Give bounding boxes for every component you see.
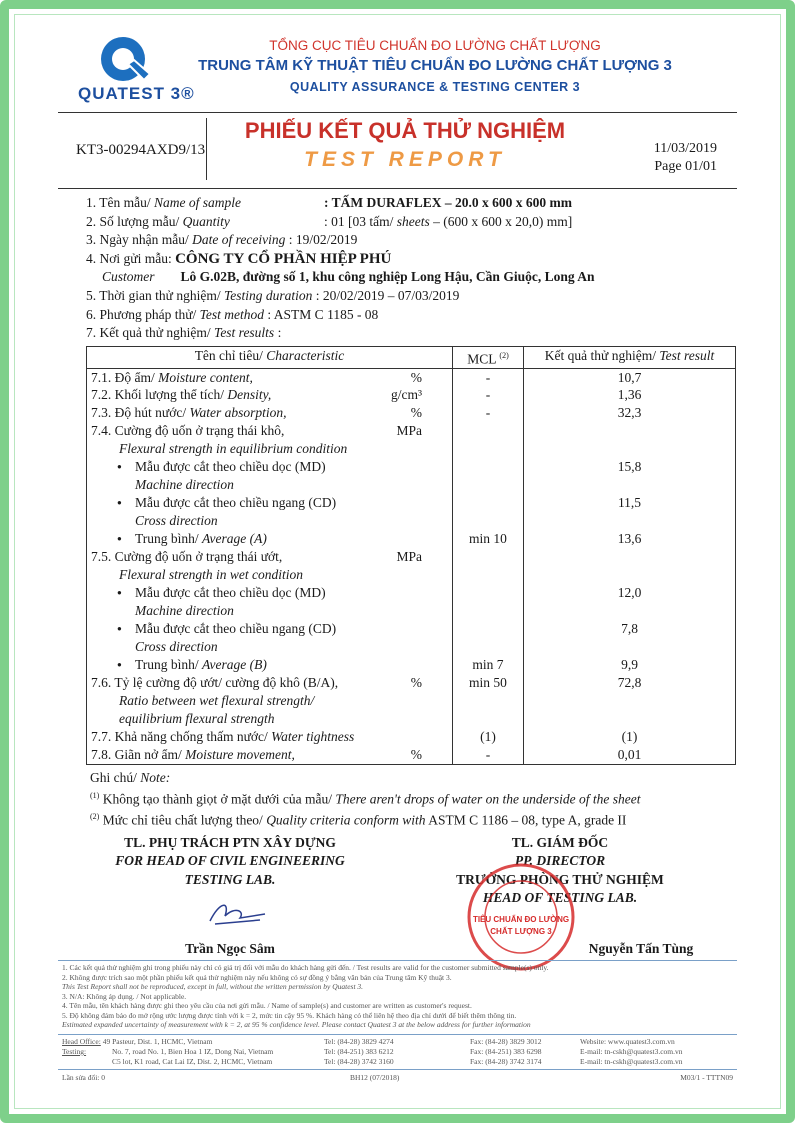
characteristic xyxy=(91,711,275,726)
characteristic xyxy=(91,747,295,762)
table-row xyxy=(87,746,736,764)
website-link[interactable]: Website: www.quatest3.com.vn xyxy=(580,1037,675,1046)
unit: % xyxy=(410,405,422,420)
mcl-cell xyxy=(453,458,524,476)
characteristic xyxy=(91,513,218,528)
mcl-cell xyxy=(453,548,524,566)
characteristic-en: Moisture movement, xyxy=(185,747,295,762)
characteristic-cell xyxy=(87,674,453,692)
result-cell: (1) xyxy=(524,728,736,746)
label: 6. Phương pháp thử/ xyxy=(86,306,200,322)
note-text-en: There aren't drops of water on the underside of the sheet xyxy=(335,791,641,806)
label: 2. Số lượng mẫu/ xyxy=(86,213,183,229)
fineprint-line: 5. Độ không đảm bảo đo mở rộng ước lượng được tính với k = 2, mức tin cậy 95 %. Khách hàng có thể liên hệ theo địa chỉ dưới để biết thêm thông tin. xyxy=(62,1010,517,1020)
characteristic xyxy=(91,405,286,420)
quantity-line xyxy=(86,213,746,232)
divider xyxy=(58,1034,737,1035)
head-office-label: Head Office: xyxy=(62,1037,101,1046)
mcl-cell: min 7 xyxy=(453,656,524,674)
characteristic xyxy=(91,459,326,474)
characteristic-en: Moisture content, xyxy=(158,369,253,385)
characteristic-vn: 7.8. Giãn nở ẩm/ xyxy=(91,747,186,762)
mcl-cell: - xyxy=(453,386,524,404)
divider xyxy=(58,960,737,961)
characteristic-en: Ratio between wet flexural strength/ xyxy=(119,693,315,708)
label: Ghi chú/ xyxy=(90,769,141,785)
characteristic-cell xyxy=(87,566,453,584)
customer-line xyxy=(86,250,746,269)
mcl-cell: - xyxy=(453,368,524,386)
mcl-cell xyxy=(453,566,524,584)
customer-address: Lô G.02B, đường số 1, khu công nghiệp Long Hậu, Cần Giuộc, Long An xyxy=(180,269,595,285)
characteristic-en: Machine direction xyxy=(135,477,234,492)
characteristic-cell xyxy=(87,404,453,422)
result-cell xyxy=(524,476,736,494)
note-1 xyxy=(90,787,736,809)
result-cell xyxy=(524,440,736,458)
sample-info xyxy=(86,194,746,343)
characteristic-cell xyxy=(87,386,453,404)
table-row xyxy=(87,620,736,638)
testing-label: Testing: xyxy=(62,1047,87,1056)
table-row xyxy=(87,458,736,476)
sample-name: : TẤM DURAFLEX – 20.0 x 600 x 600 mm xyxy=(324,195,572,210)
label: 1. Tên mẫu/ xyxy=(86,195,154,210)
label-en: Date of receiving xyxy=(192,232,286,248)
result-cell xyxy=(524,566,736,584)
signatures xyxy=(86,834,736,960)
mcl-cell: - xyxy=(453,404,524,422)
sig-title-en: PP. DIRECTOR xyxy=(514,853,606,868)
label-en: Quantity xyxy=(182,213,230,229)
fineprint xyxy=(62,963,548,1030)
revision: Lần sửa đổi: 0 xyxy=(62,1073,106,1082)
result-cell xyxy=(524,422,736,440)
result-cell: 0,01 xyxy=(524,746,736,764)
quatest-logo-icon xyxy=(92,34,154,84)
email-link[interactable]: E-mail: tn-cskh@quatest3.com.vn xyxy=(580,1047,683,1056)
fineprint-line: 1. Các kết quả thử nghiệm ghi trong phiếu này chỉ có giá trị đối với mẫu do khách hàng gửi đến. / Test results are valid for the customer submitted sample(s) only. xyxy=(62,963,549,972)
characteristic-en: Density, xyxy=(227,387,272,402)
note-text-en: Quality criteria conform with xyxy=(266,812,426,828)
bullet-icon: ● xyxy=(117,534,122,543)
characteristic-cell xyxy=(87,746,453,764)
results-section xyxy=(86,346,736,960)
label-en: Name of sample xyxy=(154,195,241,210)
mcl-cell xyxy=(453,440,524,458)
characteristic xyxy=(91,549,282,564)
quantity-unit: sheets xyxy=(396,213,430,229)
table-row xyxy=(87,512,736,530)
characteristic xyxy=(91,423,284,438)
mcl-cell: min 10 xyxy=(453,530,524,548)
result-cell: 9,9 xyxy=(524,656,736,674)
report-date: 11/03/2019 xyxy=(653,141,717,156)
unit: % xyxy=(410,747,422,762)
characteristic-en: Cross direction xyxy=(135,513,218,528)
footer-addresses xyxy=(62,1037,742,1067)
characteristic xyxy=(91,603,234,618)
mcl-cell xyxy=(453,476,524,494)
result-cell: 15,8 xyxy=(524,458,736,476)
characteristic-vn: 7.3. Độ hút nước/ xyxy=(91,405,190,420)
divider xyxy=(58,188,737,189)
label-en: Customer xyxy=(102,269,155,285)
characteristic-en: Average (A) xyxy=(202,531,267,546)
note-text: Mức chỉ tiêu chất lượng theo/ xyxy=(99,812,267,828)
characteristic xyxy=(91,729,354,744)
email-link[interactable]: E-mail: tn-cskh@quatest3.com.vn xyxy=(580,1057,683,1066)
mcl-cell xyxy=(453,620,524,638)
tel: Tel: (84-28) 3829 4274 xyxy=(324,1037,394,1046)
table-row xyxy=(87,440,736,458)
characteristic-vn: Mẫu được cắt theo chiều ngang (CD) xyxy=(135,495,337,510)
header-vn: Tên chỉ tiêu/ xyxy=(194,348,267,363)
result-cell: 13,6 xyxy=(524,530,736,548)
table-row xyxy=(87,386,736,404)
testing-address: No. 7, road No. 1, Bien Hoa 1 IZ, Dong Nai, Vietnam xyxy=(112,1047,274,1056)
label: 3. Ngày nhận mẫu/ xyxy=(86,232,193,248)
page-number: Page 01/01 xyxy=(654,159,717,174)
bullet-icon: ● xyxy=(117,462,122,471)
mcl-cell xyxy=(453,512,524,530)
characteristic-vn: Mẫu được cắt theo chiều ngang (CD) xyxy=(135,621,337,636)
characteristic xyxy=(91,585,326,600)
divider xyxy=(58,112,737,113)
header-characteristic xyxy=(87,347,453,369)
characteristic-cell xyxy=(87,458,453,476)
mcl-cell: min 50 xyxy=(453,674,524,692)
characteristic-vn: 7.5. Cường độ uốn ở trạng thái ướt, xyxy=(91,549,283,564)
divider xyxy=(58,1069,737,1070)
characteristic-cell xyxy=(87,584,453,602)
result-cell xyxy=(524,548,736,566)
label: 7. Kết quả thử nghiệm/ xyxy=(86,325,215,341)
mcl-cell xyxy=(453,602,524,620)
receiving-date: : 19/02/2019 xyxy=(285,232,358,248)
table-row xyxy=(87,710,736,728)
characteristic-en: Water absorption, xyxy=(189,405,287,420)
label: 4. Nơi gửi mẫu: xyxy=(86,250,176,266)
footnote-ref: (1) xyxy=(90,790,100,800)
mcl-cell xyxy=(453,422,524,440)
fineprint-line: This Test Report shall not be reproduced, except in full, without the written permission by Quatest 3. xyxy=(62,982,364,991)
org-line-3: QUALITY ASSURANCE & TESTING CENTER 3 xyxy=(289,80,581,94)
header-en: Test result xyxy=(659,348,715,363)
header-en: Characteristic xyxy=(266,348,345,363)
unit: g/cm³ xyxy=(390,387,422,402)
mcl-cell xyxy=(453,710,524,728)
characteristic-en: Flexural strength in wet condition xyxy=(119,567,303,582)
logo-text: QUATEST 3® xyxy=(78,84,195,103)
characteristic xyxy=(91,639,218,654)
quantity-size: – (600 x 600 x 20,0) mm] xyxy=(429,213,573,229)
quantity: : 01 [03 tấm/ xyxy=(324,213,397,229)
fineprint-line: 2. Không được trích sao một phần phiếu kết quả thử nghiệm này nếu không có sự đồng ý bằng văn bản của Trung tâm Kỹ thuật 3. xyxy=(62,972,452,982)
characteristic xyxy=(91,621,336,636)
fineprint-line: Estimated expanded uncertainty of measurement with k = 2, at 95 % confidence level. Please contact Quatest 3 at the below address for further information xyxy=(62,1020,531,1029)
header-vn: Kết quả thử nghiệm/ xyxy=(544,348,660,363)
label-en: Note: xyxy=(140,769,171,785)
left-signer-name: Trần Ngọc Sâm xyxy=(185,940,275,956)
table-row xyxy=(87,494,736,512)
table-row xyxy=(87,530,736,548)
result-cell xyxy=(524,602,736,620)
characteristic-vn: 7.1. Độ ẩm/ xyxy=(91,369,159,385)
characteristic-cell xyxy=(87,440,453,458)
note-text: Không tạo thành giọt ở mặt dưới của mẫu/ xyxy=(99,791,336,806)
head-office-address: 49 Pasteur, Dist. 1, HCMC, Vietnam xyxy=(102,1037,213,1046)
report-subtitle: TEST REPORT xyxy=(304,148,506,171)
customer-name: CÔNG TY CỔ PHẦN HIỆP PHÚ xyxy=(175,250,392,267)
test-results-line xyxy=(86,324,746,343)
left-signature-block xyxy=(90,834,370,890)
table-row xyxy=(87,692,736,710)
result-cell: 11,5 xyxy=(524,494,736,512)
characteristic-cell xyxy=(87,476,453,494)
fax: Fax: (84-28) 3829 3012 xyxy=(470,1037,542,1046)
table-row xyxy=(87,602,736,620)
result-cell: 12,0 xyxy=(524,584,736,602)
unit: MPa xyxy=(396,423,422,438)
mcl-cell xyxy=(453,692,524,710)
testing-address: C5 lot, K1 road, Cat Lai IZ, Dist. 2, HCMC, Vietnam xyxy=(112,1057,273,1066)
mcl-cell xyxy=(453,494,524,512)
characteristic-cell xyxy=(87,530,453,548)
footnote-ref: (2) xyxy=(90,812,100,821)
characteristic-en: Flexural strength in equilibrium condition xyxy=(119,441,348,456)
characteristic-vn: Trung bình/ xyxy=(135,657,203,672)
mcl-cell xyxy=(453,584,524,602)
fax: Fax: (84-28) 3742 3174 xyxy=(470,1057,542,1066)
form-code: BH12 (07/2018) xyxy=(350,1073,400,1082)
mcl-cell xyxy=(453,638,524,656)
receiving-date-line xyxy=(86,231,746,250)
characteristic-vn: 7.6. Tỷ lệ cường độ ướt/ cường độ khô (B/A), xyxy=(91,675,339,690)
bullet-icon: ● xyxy=(117,588,122,597)
label-en: Test results xyxy=(214,325,275,341)
unit: % xyxy=(410,369,422,385)
bullet-icon: ● xyxy=(117,624,122,633)
right-signer-name: Nguyễn Tấn Tùng xyxy=(588,940,694,956)
footnote-ref: (2) xyxy=(499,351,509,360)
test-duration-line xyxy=(86,287,746,306)
table-row xyxy=(87,548,736,566)
characteristic-vn: Mẫu được cắt theo chiều dọc (MD) xyxy=(135,585,326,600)
sig-title: TL. PHỤ TRÁCH PTN XÂY DỰNG xyxy=(124,834,336,850)
table-row xyxy=(87,404,736,422)
unit: MPa xyxy=(396,549,422,564)
characteristic-cell xyxy=(87,494,453,512)
bullet-icon: ● xyxy=(117,498,122,507)
result-cell xyxy=(524,710,736,728)
svg-text:CHẤT LƯỢNG 3: CHẤT LƯỢNG 3 xyxy=(490,926,552,936)
result-cell xyxy=(524,638,736,656)
sig-title-en: HEAD OF TESTING LAB. xyxy=(482,890,638,905)
table-row xyxy=(87,566,736,584)
note-2 xyxy=(90,808,736,830)
characteristic-cell xyxy=(87,728,453,746)
table-row xyxy=(87,422,736,440)
divider xyxy=(206,118,207,180)
characteristic-cell xyxy=(87,710,453,728)
label-en: Test method xyxy=(199,306,265,322)
characteristic-cell xyxy=(87,368,453,386)
characteristic xyxy=(91,387,271,402)
characteristic-en: Water tightness xyxy=(271,729,355,744)
report-title: PHIẾU KẾT QUẢ THỬ NGHIỆM xyxy=(244,118,566,143)
characteristic-en: Average (B) xyxy=(202,657,267,672)
characteristic-cell xyxy=(87,656,453,674)
characteristic xyxy=(91,567,303,582)
sig-title: TL. GIÁM ĐỐC xyxy=(511,834,609,850)
header-result xyxy=(524,347,736,369)
characteristic-en: Cross direction xyxy=(135,639,218,654)
mcl-cell: (1) xyxy=(453,728,524,746)
table-row xyxy=(87,656,736,674)
org-line-2: TRUNG TÂM KỸ THUẬT TIÊU CHUẨN ĐO LƯỜNG CHẤT LƯỢNG 3 xyxy=(198,57,672,74)
table-row xyxy=(87,584,736,602)
characteristic-cell xyxy=(87,692,453,710)
characteristic-vn: 7.4. Cường độ uốn ở trạng thái khô, xyxy=(91,423,285,438)
notes xyxy=(90,769,736,830)
characteristic xyxy=(91,370,253,385)
characteristic-cell xyxy=(87,602,453,620)
result-cell: 1,36 xyxy=(524,386,736,404)
characteristic-vn: 7.7. Khả năng chống thấm nước/ xyxy=(91,729,272,744)
characteristic xyxy=(91,675,338,690)
fineprint-line: 3. N/A: Không áp dụng. / Not applicable. xyxy=(62,991,187,1001)
characteristic xyxy=(91,441,347,456)
result-cell: 10,7 xyxy=(524,368,736,386)
characteristic-vn: Trung bình/ xyxy=(135,531,203,546)
note-standard: ASTM C 1186 – 08, type A, grade II xyxy=(425,812,627,828)
notes-label xyxy=(90,769,736,787)
result-cell xyxy=(524,512,736,530)
sample-name-line xyxy=(86,194,746,213)
tel: Tel: (84-251) 383 6212 xyxy=(324,1047,394,1056)
characteristic-cell xyxy=(87,422,453,440)
characteristic-vn: 7.2. Khối lượng thể tích/ xyxy=(91,387,228,402)
sig-title: TRƯỞNG PHÒNG THỬ NGHIỆM xyxy=(456,871,664,887)
bullet-icon: ● xyxy=(117,660,122,669)
sig-title-en: TESTING LAB. xyxy=(184,871,276,887)
sig-title-en: FOR HEAD OF CIVIL ENGINEERING xyxy=(115,853,345,868)
report-code: KT3-00294AXD9/13 xyxy=(76,142,206,158)
characteristic-cell xyxy=(87,638,453,656)
tel: Tel: (84-28) 3742 3160 xyxy=(324,1057,394,1066)
characteristic xyxy=(91,495,336,510)
doc-code: M03/1 - TTTN09 xyxy=(680,1073,733,1082)
svg-text:TIÊU CHUẨN ĐO LƯỜNG: TIÊU CHUẨN ĐO LƯỜNG xyxy=(472,914,570,924)
org-line-1: TỔNG CỤC TIÊU CHUẨN ĐO LƯỜNG CHẤT LƯỢNG xyxy=(269,38,601,53)
table-row xyxy=(87,674,736,692)
characteristic-cell xyxy=(87,512,453,530)
result-cell: 72,8 xyxy=(524,674,736,692)
table-row xyxy=(87,638,736,656)
table-row xyxy=(87,476,736,494)
mcl-cell: - xyxy=(453,746,524,764)
result-cell: 32,3 xyxy=(524,404,736,422)
fax: Fax: (84-251) 383 6298 xyxy=(470,1047,542,1056)
characteristic xyxy=(91,477,234,492)
characteristic-vn: Mẫu được cắt theo chiều dọc (MD) xyxy=(135,459,326,474)
characteristic-en: Machine direction xyxy=(135,603,234,618)
result-cell xyxy=(524,692,736,710)
characteristic-cell xyxy=(87,620,453,638)
unit: % xyxy=(410,675,422,690)
label: 5. Thời gian thử nghiệm/ xyxy=(86,287,224,303)
result-cell: 7,8 xyxy=(524,620,736,638)
fineprint-line: 4. Tên mẫu, tên khách hàng được ghi theo yêu cầu của nơi gửi mẫu. / Name of sample(s) and customer are written as customer's request. xyxy=(62,1001,472,1010)
results-table xyxy=(86,346,736,765)
customer-address-line xyxy=(86,268,746,287)
label-en: Testing duration xyxy=(223,287,313,303)
characteristic-en: equilibrium flexural strength xyxy=(119,711,275,726)
header-text: MCL xyxy=(467,351,497,367)
table-row xyxy=(87,728,736,746)
test-duration: : 20/02/2019 – 07/03/2019 xyxy=(312,287,460,303)
header-mcl xyxy=(453,347,524,369)
table-row xyxy=(87,368,736,386)
characteristic xyxy=(91,693,314,708)
test-method: : ASTM C 1185 - 08 xyxy=(264,306,379,322)
report-date-block xyxy=(654,140,717,176)
characteristic-cell xyxy=(87,548,453,566)
signature-icon xyxy=(205,896,275,931)
colon: : xyxy=(274,325,282,341)
test-method-line xyxy=(86,306,746,325)
table-header xyxy=(87,347,736,369)
